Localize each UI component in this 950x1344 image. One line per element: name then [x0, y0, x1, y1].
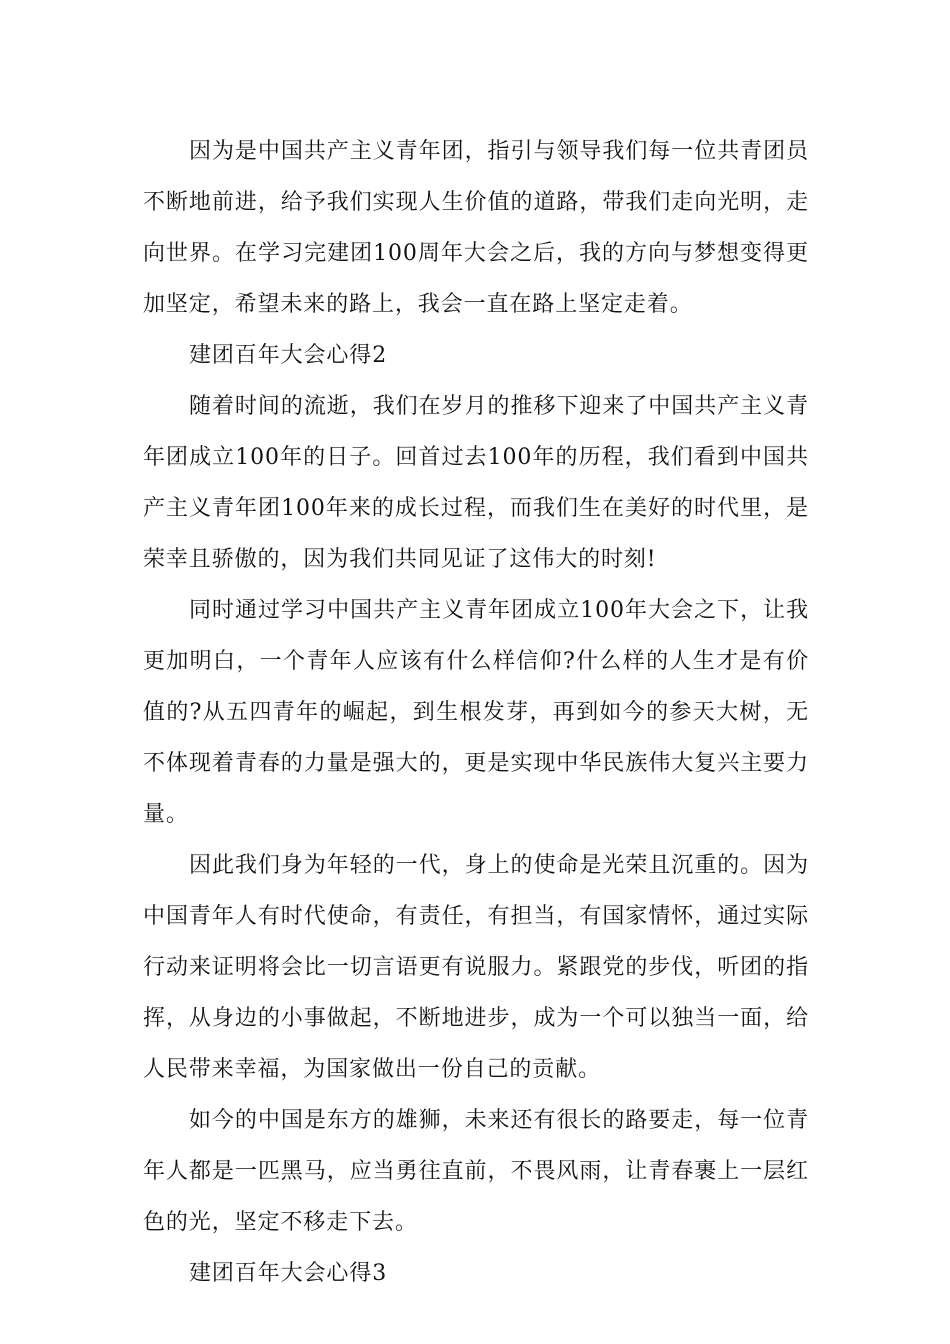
section-heading-3: 建团百年大会心得3 — [189, 1261, 388, 1286]
document-body — [143, 126, 809, 1299]
paragraph-5: 如今的中国是东方的雄狮，未来还有很长的路要走，每一位青年人都是一匹黑马，应当勇往直前，不畏风雨，让青春裹上一层红色的光，坚定不移走下去。 — [143, 1108, 809, 1235]
paragraph-3: 同时通过学习中国共产主义青年团成立100年大会之下，让我更加明白，一个青年人应该有什么样信仰?什么样的人生才是有价值的?从五四青年的崛起，到生根发芽，再到如今的参天大树，无不体现着青春的力量是强大的，更是实现中华民族伟大复兴主要力量。 — [143, 598, 809, 827]
paragraph-4: 因此我们身为年轻的一代，身上的使命是光荣且沉重的。因为中国青年人有时代使命，有责任，有担当，有国家情怀，通过实际行动来证明将会比一切言语更有说服力。紧跟党的步伐，听团的指挥，从身边的小事做起，不断地进步，成为一个可以独当一面，给人民带来幸福，为国家做出一份自己的贡献。 — [143, 853, 809, 1082]
section-heading-2: 建团百年大会心得2 — [189, 343, 388, 368]
paragraph-2: 随着时间的流逝，我们在岁月的推移下迎来了中国共产主义青年团成立100年的日子。回首过去100年的历程，我们看到中国共产主义青年团100年来的成长过程，而我们生在美好的时代里，是荣幸且骄傲的，因为我们共同见证了这伟大的时刻! — [143, 394, 809, 572]
paragraph-1: 因为是中国共产主义青年团，指引与领导我们每一位共青团员不断地前进，给予我们实现人生价值的道路，带我们走向光明，走向世界。在学习完建团100周年大会之后，我的方向与梦想变得更加坚定，希望未来的路上，我会一直在路上坚定走着。 — [143, 139, 809, 317]
